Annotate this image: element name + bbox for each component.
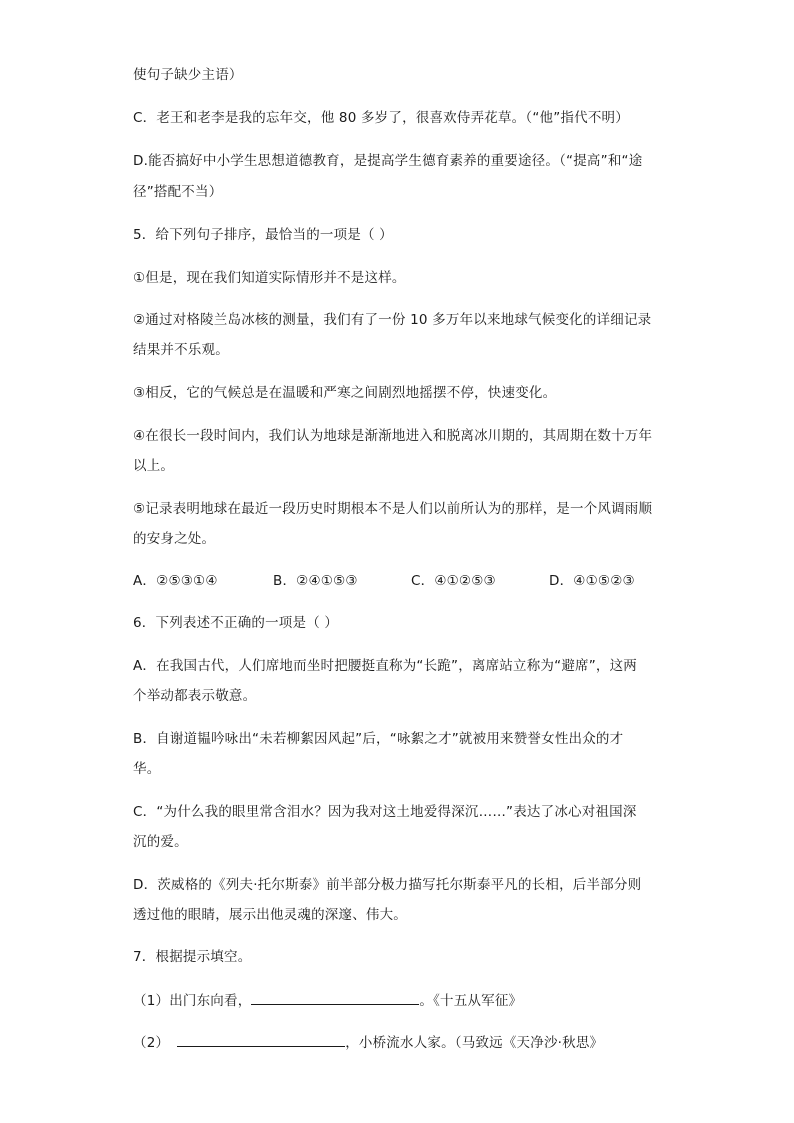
option-d: D．④①⑤②③	[549, 573, 635, 589]
option-d-prev-line1: D.能否搞好中小学生思想道德教育，是提高学生德育素养的重要途径。（“提高”和“途	[133, 153, 643, 169]
sentence-2-line2: 结果并不乐观。	[133, 342, 229, 358]
q6-option-a-line1: A．在我国古代，人们席地而坐时把腰挺直称为“长跪”，离席站立称为“避席”，这两	[133, 658, 638, 674]
q6-option-d-line1: D．茨威格的《列夫·托尔斯泰》前半部分极力描写托尔斯泰平凡的长相，后半部分则	[133, 877, 642, 893]
q6-option-b-line1: B．自谢道韫吟咏出“未若柳絮因风起”后，“咏絮之才”就被用来赞誉女性出众的才	[133, 731, 624, 747]
sentence-5-line1: ⑤记录表明地球在最近一段历史时期根本不是人们以前所认为的那样，是一个风调雨顺	[133, 501, 653, 517]
question-6-title: 6．下列表述不正确的一项是（ ）	[133, 615, 339, 631]
text-line: 使句子缺少主语）	[133, 67, 243, 83]
question-5-options	[133, 572, 635, 590]
q6-option-a-line2: 个举动都表示敬意。	[133, 688, 257, 704]
q6-option-d-line2: 透过他的眼睛，展示出他灵魂的深邃、伟大。	[133, 907, 407, 923]
option-a: A．②⑤③①④	[133, 573, 218, 589]
q7-item-2-prefix: （2）	[133, 1035, 170, 1051]
q7-item-1-suffix: 。《十五从军征》	[419, 993, 523, 1009]
sentence-2-line1: ②通过对格陵兰岛冰核的测量，我们有了一份 10 多万年以来地球气候变化的详细记录	[133, 312, 652, 328]
answer-blank-1[interactable]	[251, 990, 419, 1005]
sentence-4-line1: ④在很长一段时间内，我们认为地球是渐渐地进入和脱离冰川期的，其周期在数十万年	[133, 428, 653, 444]
q7-item-1	[133, 990, 522, 1010]
option-c: C．④①②⑤③	[411, 573, 496, 589]
sentence-4-line2: 以上。	[133, 458, 175, 474]
q7-item-2	[133, 1032, 603, 1052]
q7-item-1-prefix: （1）出门东向看，	[133, 993, 252, 1009]
question-5-title: 5．给下列句子排序，最恰当的一项是（ ）	[133, 227, 393, 243]
q6-option-c-line1: C．“为什么我的眼里常含泪水？因为我对这土地爱得深沉……”表达了冰心对祖国深	[133, 804, 637, 820]
sentence-3: ③相反，它的气候总是在温暖和严寒之间剧烈地摇摆不停，快速变化。	[133, 385, 557, 401]
option-b: B．②④①⑤③	[273, 573, 358, 589]
q7-item-2-suffix: ，小桥流水人家。（马致远《天净沙·秋思》	[345, 1035, 604, 1051]
option-d-prev-line2: 径”搭配不当）	[133, 184, 223, 200]
question-7-title: 7．根据提示填空。	[133, 949, 252, 965]
option-c-prev: C．老王和老李是我的忘年交，他 80 多岁了，很喜欢侍弄花草。（“他”指代不明）	[133, 110, 629, 126]
sentence-1: ①但是，现在我们知道实际情形并不是这样。	[133, 270, 406, 286]
answer-blank-2[interactable]	[177, 1032, 345, 1047]
sentence-5-line2: 的安身之处。	[133, 531, 216, 547]
q6-option-b-line2: 华。	[133, 761, 161, 777]
q6-option-c-line2: 沉的爱。	[133, 834, 188, 850]
